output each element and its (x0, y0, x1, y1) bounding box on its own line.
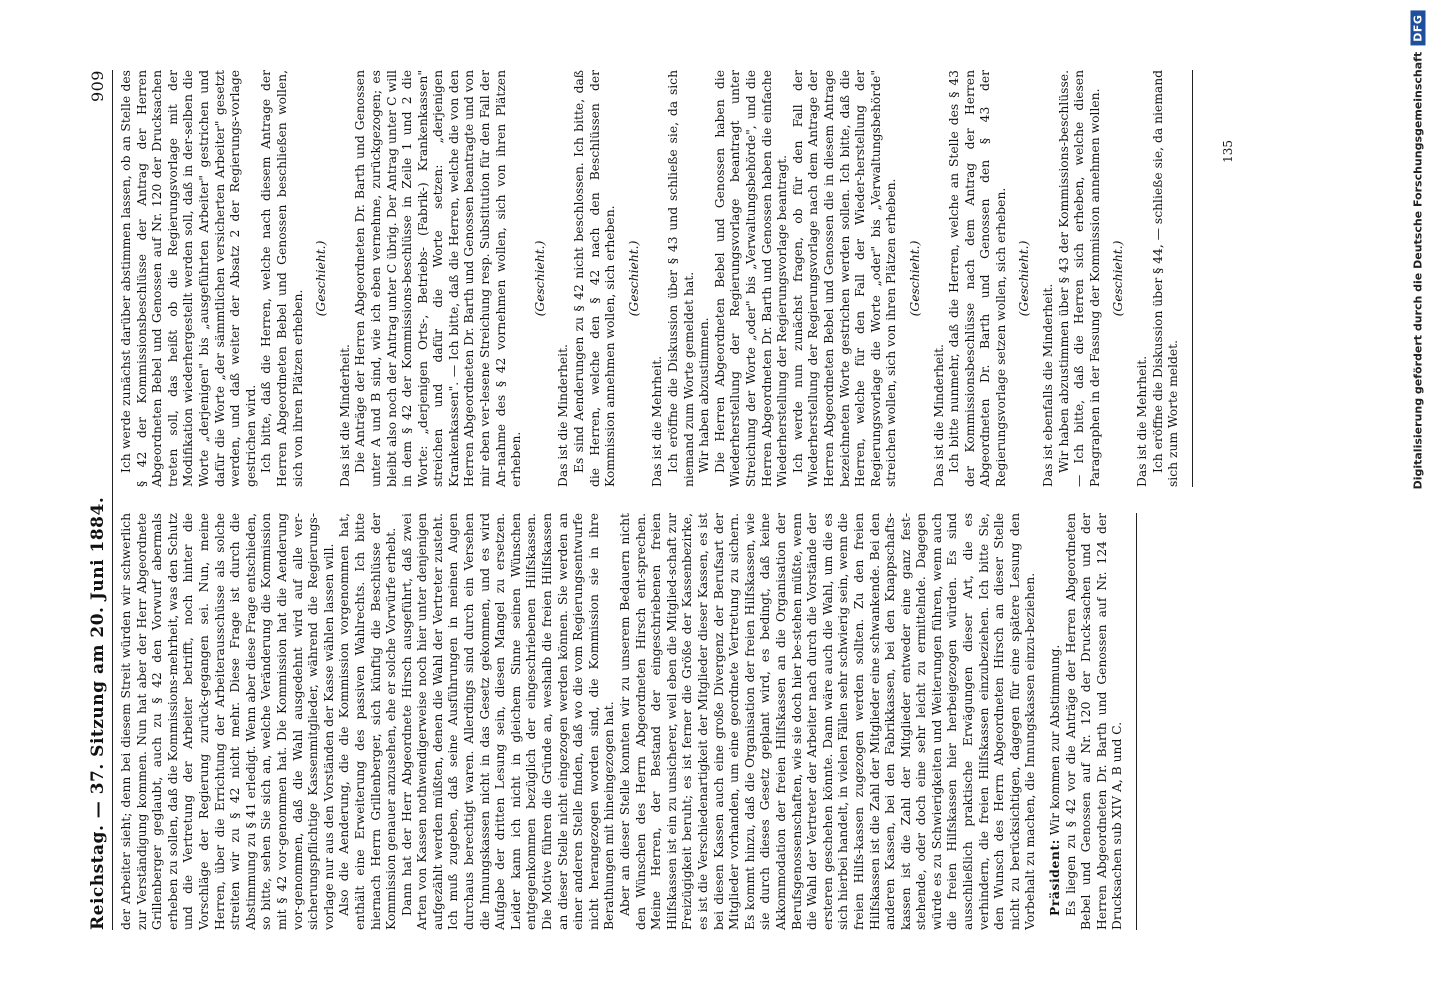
result-line: Das ist die Minderheit. (556, 344, 571, 487)
paragraph: Ich werde zunächst darüber abstimmen lassen, ob an Stelle des § 42 der Kommissionsbeschlüsse der Antrag der Herren Abgeordneten Bebel und Genossen auf Nr. 120 der Drucksachen treten soll, das heißt ob die Regierungsvorlage mit der Modifikation wiederhergestellt werden soll, daß in der-selben die Worte „derjenigen" bis „ausgeführten Arbeiter" gestrichen und dafür die Worte „der sämmtlichen versicherten Arbeiter" gesetzt werden, und daß weiter der Absatz 2 der Regierungs-vorlage gestrichen wird. (119, 70, 258, 487)
result-line: Das ist die Mehrheit. (1135, 355, 1150, 487)
paragraph: Es sind Aenderungen zu § 42 nicht beschlossen. Ich bitte, daß die Herren, welche den § 42 nach den Beschlüssen der Kommission annehmen wollen, sich erheben. (572, 70, 618, 487)
paragraph: Ich eröffne die Diskussion über § 43 und schließe sie, da sich niemand zum Worte gemeldet hat. (666, 70, 696, 487)
rule (1192, 70, 1193, 487)
paragraph: Also die Aenderung, die die Kommission vorgenommen hat, enthält eine Erweiterung des passiven Wahlrechts. Ich bitte hiernach Herrn Grillenberger, sich künftig die Beschlüsse der Kommission genauer anzusehen, ehe er solche Vorwürfe erhebt. (337, 513, 399, 930)
paragraph: Ich eröffne die Diskussion über § 44, — schließe sie, da niemand sich zum Worte meldet. (1150, 70, 1181, 487)
result-line: Das ist ebenfalls die Minderheit. (1041, 283, 1056, 487)
paragraph: der Arbeiter sieht; denn bei diesem Streit würden wir schwerlich zur Verständigung kommen. Nun hat aber der Herr Abgeordnete Grillenberger geglaubt, auch zu § 42 den Vorwurf abermals erheben zu sollen, daß die Kommissions-mehrheit, was den Schutz und die Vertretung der Arbeiter betrifft, noch hinter die Vorschläge der Regierung zurück-gegangen sei. Nun, meine Herren, über die Errichtung der Arbeiterausschüsse als solche streiten wir zu § 42 nicht mehr. Diese Frage ist durch die Abstimmung zu § 41 erledigt. Wenn aber diese Frage entschieden, so bitte, sehen Sie sich an, welche Veränderung die Kommission mit § 42 vor-genommen hat. Die Kommission hat die Aenderung vor-genommen, daß die Wahl ausgedehnt wird auf alle ver-sicherungspflichtige Kassenmitglieder, während die Regierungs-vorlage nur aus den Vorständen der Kasse wählen lassen will. (119, 513, 336, 930)
paragraph: Die Anträge der Herren Abgeordneten Dr. Barth und Genossen unter A und B sind, wie ich eben vernehme, zurückgezogen; es bleibt also noch der Antrag unter C übrig. Der Antrag unter C will in dem § 42 der Kommissions-beschlüsse in Zeile 1 und 2 die Worte: „derjenigen Orts-, Betriebs- (Fabrik-) Krankenkassen" streichen und dafür die Worte setzen: „derjenigen Krankenkassen". — Ich bitte, daß die Herren, welche die von den Herren Abgeordneten Dr. Barth und Genossen beantragte und von mir eben ver-lesene Streichung resp. Substitution für den Fall der An-nahme des § 42 vornehmen wollen, sich von ihren Plätzen erheben. (353, 70, 524, 487)
paragraph: Wir haben abzustimmen. (697, 317, 712, 473)
paragraph: Aber an dieser Stelle konnten wir zu unserem Bedauern nicht den Wünschen des Herrn Abgeordneten Hirsch ent-sprechen. Meine Herren, der Bestand der eingeschriebenen freien Hilfskassen ist ein zu unsicherer, weil eben die Mitglied-schaft zur Freizügigkeit beruht; es ist ferner die Größe der Kassenbezirke, es ist die Verschiedenartigkeit der Mitglieder dieser Kassen, es ist bei diesen Kassen auch eine große Divergenz der Berufsart der Mitglieder vorhanden, um eine geordnete Vertretung zu sichern. Es kommt hinzu, daß die Organisation der freien Hilfskassen, wie sie durch dieses Gesetz geplant wird, es bedingt, daß keine Akkommodation der freien Hilfskassen an die Organisation der Berufsgenossenschaften, wie sie doch hier be-stehen müßte, wenn die Wahl der Vertreter der Arbeiter nach durch die Vorstände der ersteren geschehen könnte. Dann wäre auch die Wahl, um die es sich hierbei handelt, in vielen Fällen sehr schwierig sein, wenn die freien Hilfs-kassen zugezogen werden sollten. Zu den freien Hilfskassen ist die Zahl der Mitglieder eine schwankende. Bei den anderen Kassen, bei den Fabrikkassen, bei den Knappschafts-kassen ist die Zahl der Mitglieder entweder eine ganz fest-stehende, oder doch eine sehr leicht zu ermittelnde. Dagegen würde es zu Schwierigkeiten und Weiterungen führen, wenn auch die freien Hilfskassen hier herbeigezogen würden. Es sind ausschließlich praktische Erwägungen dieser Art, die es verhindern, die freien Hilfskassen einzubeziehen. Ich bitte Sie, den Wunsch des Herrn Abgeordneten Hirsch an dieser Stelle nicht zu berücksichtigen, dagegen für eine spätere Lesung den Vorbehalt zu machen, die Innungskassen einzu-beziehen. (618, 513, 1038, 930)
stage-direction: (Geschieht.) (314, 240, 329, 317)
left-column (119, 513, 1236, 930)
paragraph: Ich bitte, daß die Herren, welche nach diesem Antrage der Herren Abgeordneten Bebel und Genossen beschließen wollen, sich von ihren Plätzen erheben. (259, 70, 305, 487)
stage-direction: (Geschieht.) (626, 240, 641, 317)
stage-direction: (Geschieht.) (532, 240, 547, 317)
speaker-label: Präsident: (1047, 839, 1063, 916)
result-line: Das ist die Minderheit. (337, 344, 352, 487)
running-head (88, 70, 113, 930)
dfg-stamp-content (1411, 11, 1426, 490)
spacer (1039, 513, 1047, 930)
result-line: Das ist die Minderheit. (931, 344, 946, 487)
paragraph: Dann hat der Herr Abgeordnete Hirsch ausgeführt, daß zwei Arten von Kassen nothwendigerweise noch hier unter denjenigen aufgezählt werden müßten, denen die Wahl der Vertreter zusteht. Ich muß zugeben, daß seine Ausführungen in meinen Augen durchaus berechtigt waren. Allerdings sind durch ein Versehen die Innungskassen nicht in das Gesetz gekommen, und es wird Aufgabe der dritten Lesung sein, diesen Mangel zu ersetzen. Leider kann ich nicht in gleichem Sinne seinen Wünschen entgegenkommen bezüglich der eingeschriebenen Hilfskassen. Die Motive führen die Gründe an, weshalb die freien Hilfskassen an dieser Stelle nicht eingezogen werden können. Sie werden an einer anderen Stelle finden, daß wo die vom Regierungsentwurfe nicht herangezogen worden sind, die Kommission sie in ihre Berathungen mit hineingezogen hat. (399, 513, 617, 930)
page-number: 909 (88, 70, 107, 103)
right-column (119, 70, 1236, 487)
printed-page (70, 20, 1400, 980)
dfg-stamp (1404, 0, 1432, 1000)
stage-direction: (Geschieht.) (1017, 240, 1032, 317)
stage-direction: (Geschieht.) (907, 240, 922, 317)
president-text: Wir kommen zur Abstimmung. (1048, 644, 1063, 836)
text-columns (119, 70, 1236, 930)
paragraph: Die Herren Abgeordneten Bebel und Genossen haben die Wiederherstellung der Regierungsvorlage beantragt unter Streichung der Worte „oder" bis „Verwaltungsbehörde", und die Herren Abgeordneten Dr. Barth und Genossen haben die einfache Wiederherstellung der Regierungsvorlage beantragt. (712, 70, 790, 487)
president-statement (1047, 513, 1064, 930)
paragraph: Wir haben abzustimmen über § 43 der Kommissions-beschlüsse. — Ich bitte, daß die Herren sich erheben, welche diesen Paragraphen in der Fassung der Kommission annehmen wollen. (1056, 70, 1102, 487)
dfg-stamp-text: Digitalisierung gefördert durch die Deutsche Forschungsgemeinschaft (1411, 51, 1425, 490)
dfg-logo-icon: DFG (1411, 11, 1426, 46)
paragraph: Ich bitte nunmehr, daß die Herren, welche an Stelle des § 43 der Kommissionsbeschlüsse nach dem Antrag der Herren Abgeordneten Dr. Barth und Genossen den § 43 der Regierungsvorlage setzen wollen, sich erheben. (947, 70, 1008, 487)
running-head-title: Reichstag. — 37. Sitzung am 20. Juni 1884. (88, 496, 108, 930)
paragraph: Ich werde nun zunächst fragen, ob für den Fall der Wiederherstellung der Regierungsvorlage nach dem Antrage der Herren Abgeordneten Bebel und Genossen die in diesem Antrage bezeichneten Worte gestrichen werden sollen. Ich bitte, daß die Herren, welche für den Fall der Wieder-herstellung der Regierungsvorlage die Worte „oder" bis „Verwaltungsbehörde" streichen wollen, sich von ihren Plätzen erheben. (790, 70, 899, 487)
paragraph: Es liegen zu § 42 vor die Anträge der Herren Abgeordneten Bebel und Genossen auf Nr. 120 der Druck-sachen und der Herren Abgeordneten Dr. Barth und Genossen auf Nr. 124 der Drucksachen sub XIV A, B und C. (1063, 513, 1125, 930)
rule (1136, 513, 1137, 930)
result-line: Das ist die Mehrheit. (650, 355, 665, 487)
sheet-mark: 135 (1220, 140, 1235, 163)
stage-direction: (Geschieht.) (1111, 240, 1126, 317)
